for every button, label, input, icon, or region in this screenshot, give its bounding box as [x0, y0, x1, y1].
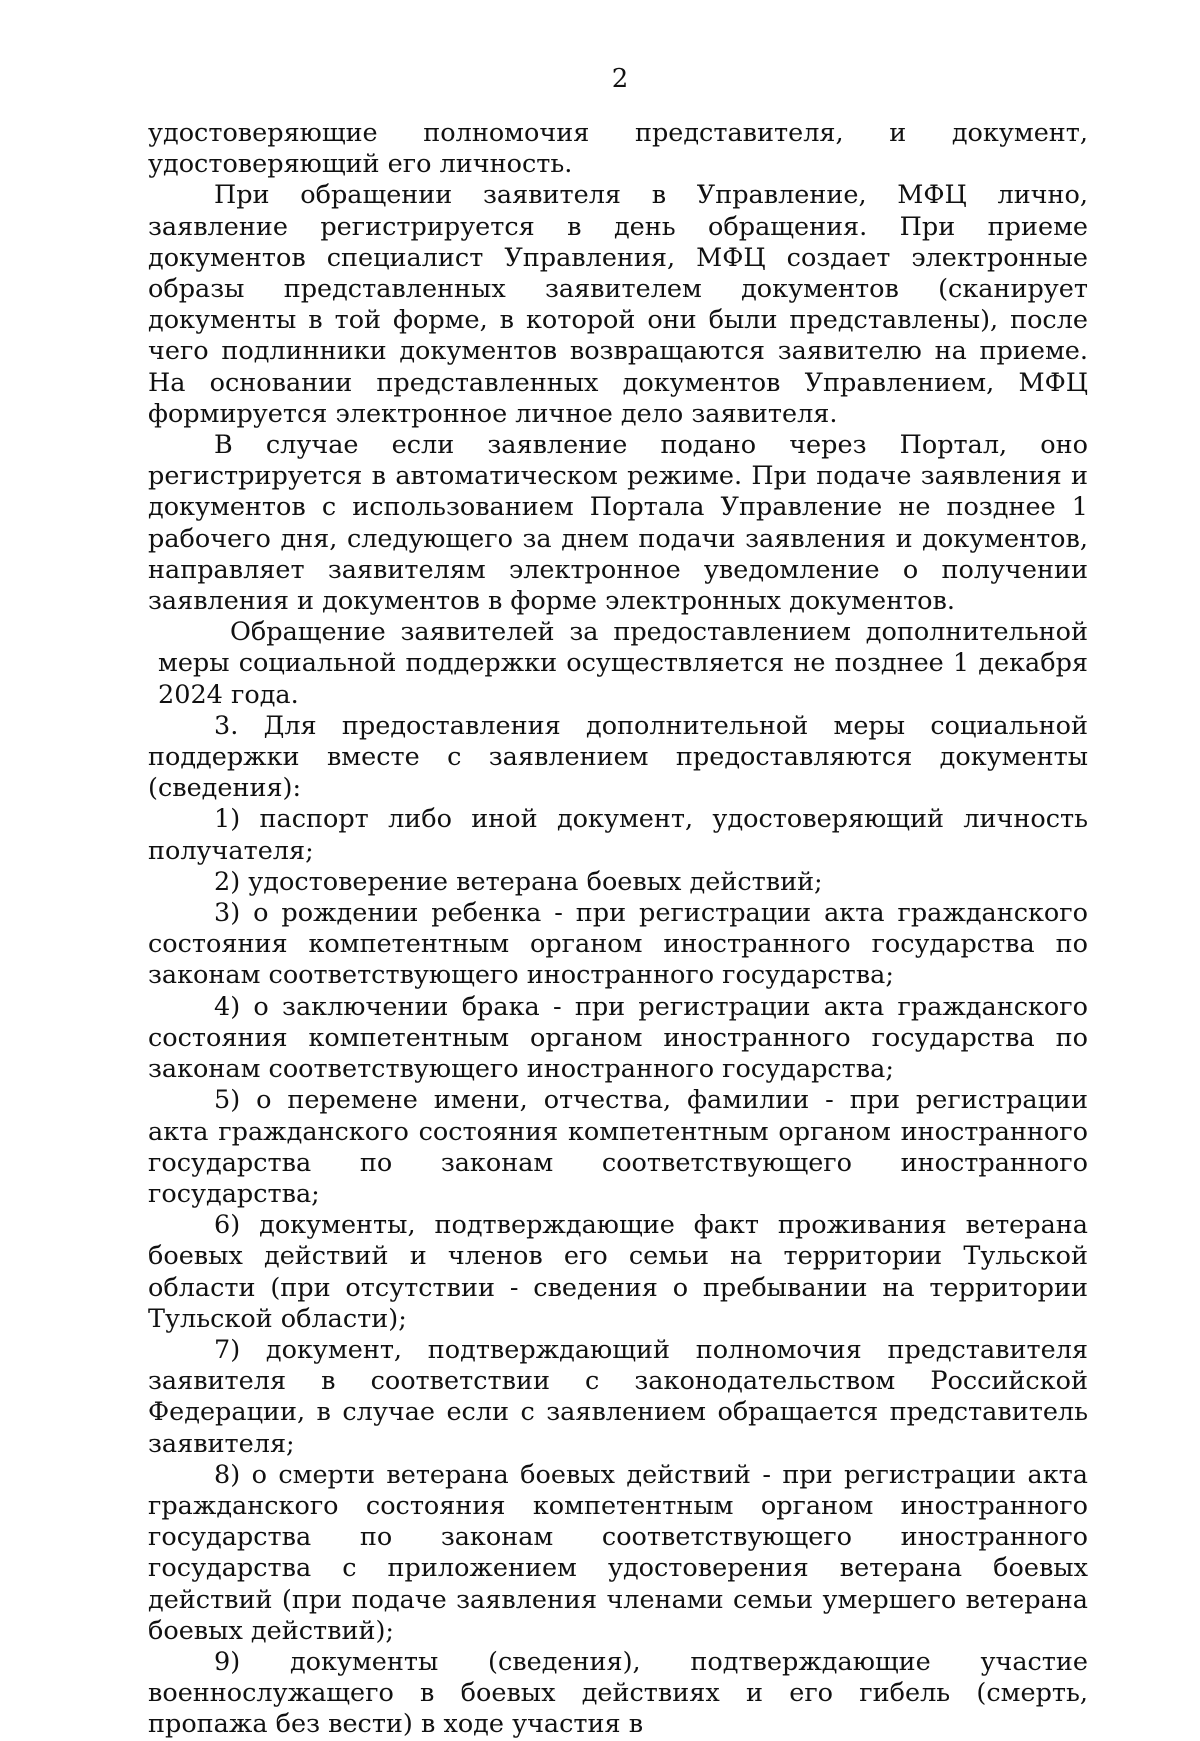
document-body: [148, 118, 1088, 1741]
list-item-4-marriage: 4) о заключении брака - при регистрации акта гражданского состояния компетентным органом иностранного государства по законам соответствующего иностранного государства;: [148, 991, 1088, 1085]
list-item-3-child-birth: 3) о рождении ребенка - при регистрации акта гражданского состояния компетентным органом иностранного государства по законам соответствующего иностранного государства;: [148, 898, 1088, 991]
page-number: 2: [611, 64, 629, 94]
paragraph-section-3-intro: 3. Для предоставления дополнительной меры социальной поддержки вместе с заявлением предоставляются документы (сведения):: [148, 710, 1088, 804]
paragraph-personal-application: При обращении заявителя в Управление, МФЦ лично, заявление регистрируется в день обращения. При приеме документов специалист Управления, МФЦ создает электронные образы представленных заявителем документов (сканирует документы в той форме, в которой они были представлены), после чего подлинники документов возвращаются заявителю на приеме. На основании представленных документов Управлением, МФЦ формируется электронное личное дело заявителя.: [148, 180, 1088, 429]
list-item-2-veteran-certificate: 2) удостоверение ветерана боевых действий;: [214, 866, 823, 897]
list-item-6-residence: 6) документы, подтверждающие факт проживания ветерана боевых действий и членов его семьи на территории Тульской области (при отсутствии - сведения о пребывании на территории Тульской области);: [148, 1210, 1088, 1334]
list-item-5-name-change: 5) о перемене имени, отчества, фамилии - при регистрации акта гражданского состояния компетентным органом иностранного государства по законам соответствующего иностранного государства;: [148, 1085, 1088, 1209]
list-item-1-passport: 1) паспорт либо иной документ, удостоверяющий личность получателя;: [148, 804, 1088, 866]
list-item-8-veteran-death: 8) о смерти ветерана боевых действий - при регистрации акта гражданского состояния компетентным органом иностранного государства по законам соответствующего иностранного государства с приложением удостоверения ветерана боевых действий (при подаче заявления членами семьи умершего ветерана боевых действий);: [148, 1459, 1088, 1646]
paragraph-portal-application: В случае если заявление подано через Портал, оно регистрируется в автоматическом режиме. При подаче заявления и документов с использованием Портала Управление не позднее 1 рабочего дня, следующего за днем подачи заявления и документов, направляет заявителям электронное уведомление о получении заявления и документов в форме электронных документов.: [148, 430, 1088, 617]
paragraph-application-deadline: Обращение заявителей за предоставлением дополнительной меры социальной поддержки осуществляется не позднее 1 декабря 2024 года.: [158, 617, 1088, 710]
paragraph-representative-documents: удостоверяющие полномочия представителя, и документ, удостоверяющий его личность.: [148, 118, 1088, 180]
list-item-7-representative-authority: 7) документ, подтверждающий полномочия представителя заявителя в соответствии с законодательством Российской Федерации, в случае если с заявлением обращается представитель заявителя;: [148, 1334, 1088, 1459]
list-item-9-combat-participation: 9) документы (сведения), подтверждающие участие военнослужащего в боевых действиях и его гибель (смерть, пропажа без вести) в ходе участия в: [148, 1646, 1088, 1740]
